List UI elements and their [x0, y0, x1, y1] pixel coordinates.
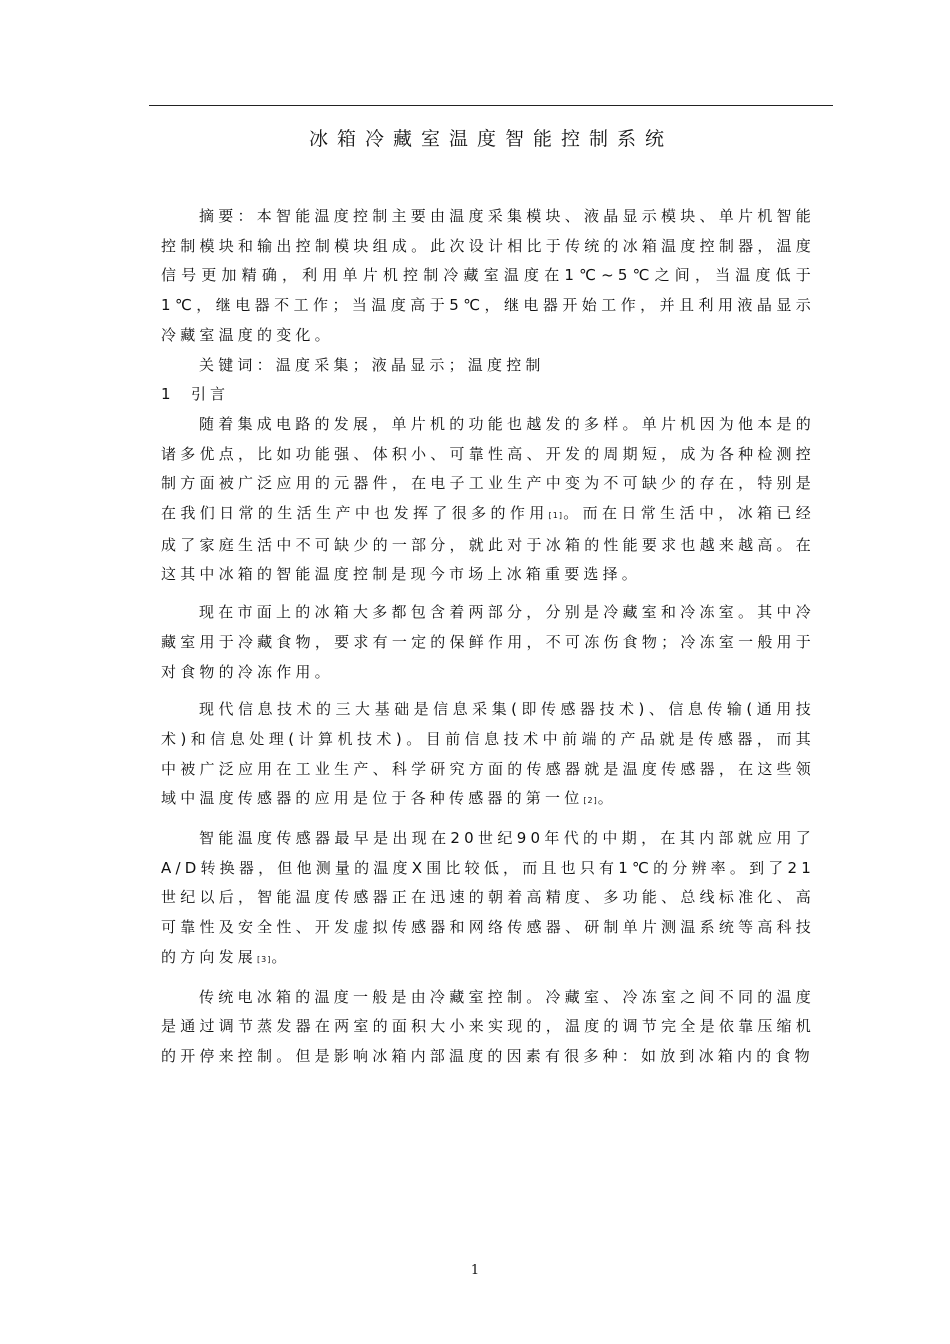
paragraph-3-continuation: 。 — [597, 789, 617, 808]
paragraph-2 — [161, 598, 815, 687]
abstract-text: 摘要：本智能温度控制主要由温度采集模块、液晶显示模块、单片机智能控制模块和输出控制模块组成。此次设计相比于传统的冰箱温度控制器，温度信号更加精确，利用单片机控制冷藏室温度在1℃~5℃之间，当温度低于1℃，继电器不工作；当温度高于5℃，继电器开始工作，并且利用液晶显示冷藏室温度的变化。 — [161, 207, 815, 344]
header-rule — [149, 105, 833, 106]
document-title: 冰箱冷藏室温度智能控制系统 — [308, 128, 673, 150]
abstract-block — [161, 202, 815, 380]
paragraph-4-text: 智能温度传感器最早是出现在20世纪90年代的中期，在其内部就应用了A/D转换器，但他测量的温度X围比较低，而且也只有1℃的分辨率。到了21世纪以后，智能温度传感器正在迅速的朝着高精度、多功能、总线标准化、高可靠性及安全性、开发虚拟传感器和网络传感器、研制单片测温系统等高科技的方向发展 — [161, 829, 815, 966]
keywords-text: 关键词：温度采集；液晶显示；温度控制 — [199, 355, 545, 374]
citation-ref-2: [2] — [583, 796, 598, 806]
paragraph-2-text: 现在市面上的冰箱大多都包含着两部分，分别是冷藏室和冷冻室。其中冷藏室用于冷藏食物，要求有一定的保鲜作用，不可冻伤食物；冷冻室一般用于对食物的冷冻作用。 — [161, 603, 815, 681]
paragraph-4-continuation: 。 — [271, 947, 291, 966]
section-title: 引言 — [191, 385, 230, 404]
paragraph-1-continuation: 。而在日常生活中，冰箱已经成了家庭生活中不可缺少的一部分，就此对于冰箱的性能要求也越来越高。在这其中冰箱的智能温度控制是现今市场上冰箱重要选择。 — [161, 504, 815, 584]
page-number: 1 — [470, 1263, 480, 1278]
citation-ref-3: [3] — [257, 954, 272, 964]
document-body — [161, 202, 815, 1072]
paragraph-1 — [161, 410, 815, 590]
section-heading — [161, 380, 815, 410]
paragraph-5 — [161, 983, 815, 1072]
citation-ref-1: [1] — [548, 511, 564, 521]
paragraph-4 — [161, 824, 815, 975]
paragraph-3-text: 现代信息技术的三大基础是信息采集(即传感器技术)、信息传输(通用技术)和信息处理(计算机技术)。目前信息技术中前端的产品就是传感器，而其中被广泛应用在工业生产、科学研究方面的传感器就是温度传感器，在这些领域中温度传感器的应用是位于各种传感器的第一位 — [161, 700, 815, 808]
paragraph-1-text: 随着集成电路的发展，单片机的功能也越发的多样。单片机因为他本是的诸多优点，比如功能强、体积小、可靠性高、开发的周期短，成为各种检测控制方面被广泛应用的元器件，在电子工业生产中变为不可缺少的存在，特别是在我们日常的生活生产中也发挥了很多的作用 — [161, 414, 815, 523]
section-number: 1 — [161, 385, 175, 404]
paragraph-5-text: 传统电冰箱的温度一般是由冷藏室控制。冷藏室、冷冻室之间不同的温度是通过调节蒸发器在两室的面积大小来实现的，温度的调节完全是依靠压缩机的开停来控制。但是影响冰箱内部温度的因素有很多种：如放到冰箱内的食物 — [161, 987, 815, 1065]
paragraph-3 — [161, 695, 815, 816]
